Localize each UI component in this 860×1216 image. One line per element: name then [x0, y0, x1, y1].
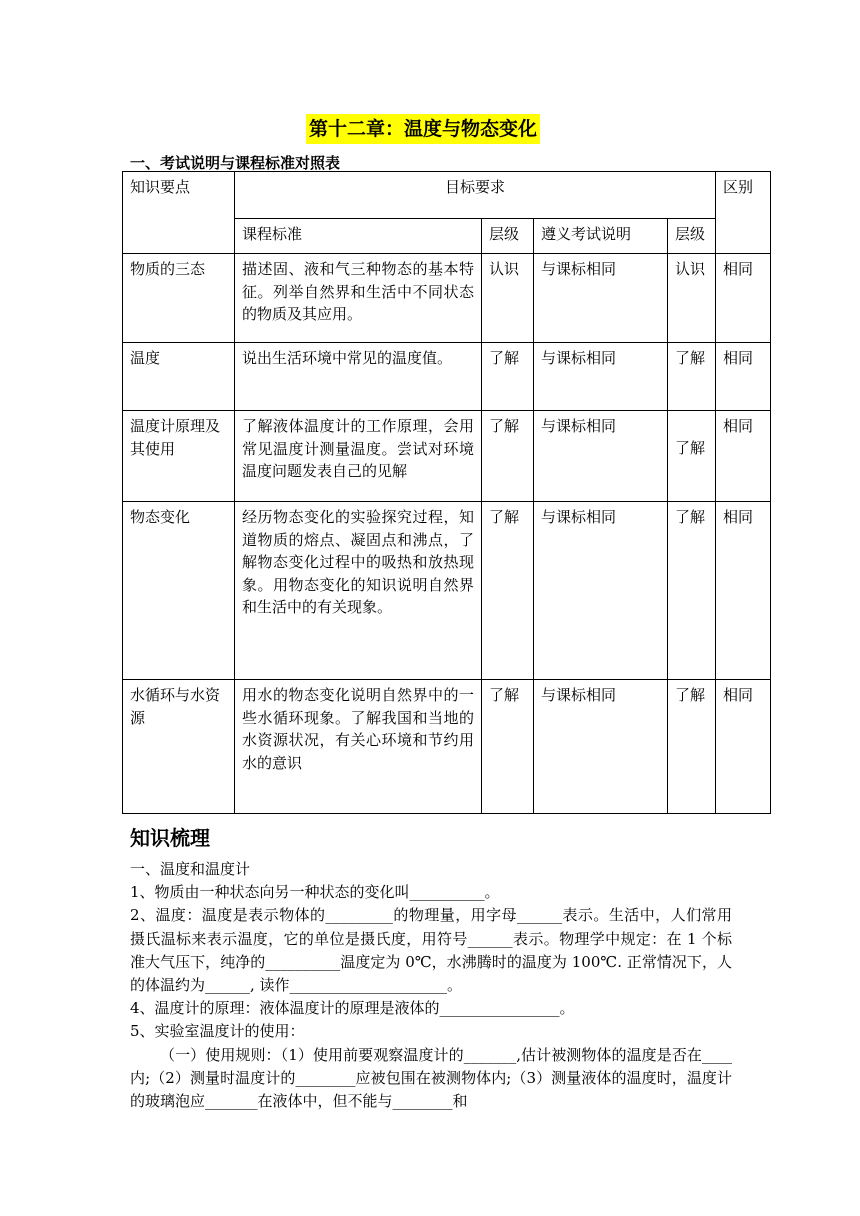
row-level: 了解 — [482, 502, 534, 680]
paragraph: 2、温度：温度是表示物体的_________的物理量，用字母______表示。生活中，人们常用摄氏温标来表示温度，它的单位是摄氏度，用符号______表示。物理学中规定：在 1 个标准大气压下，纯净的__________温度定为 0℃，水沸腾时的温度为 100℃. 正常情况下，人的体温约为______, 读作_____________________。 — [130, 906, 732, 995]
header-target: 目标要求 — [235, 172, 716, 219]
row-exam: 与课标相同 — [534, 502, 668, 680]
row-level2: 了解 — [668, 343, 716, 411]
row-exam: 与课标相同 — [534, 680, 668, 814]
table-row — [123, 502, 771, 680]
header-level2: 层级 — [668, 219, 716, 254]
paragraph: 4、温度计的原理：液体温度计的原理是液体的________________。 — [130, 999, 575, 1018]
section-heading: 一、考试说明与课程标准对照表 — [130, 154, 341, 172]
row-topic: 物态变化 — [123, 502, 235, 680]
row-topic: 水循环与水资源 — [123, 680, 235, 814]
table-row — [123, 680, 771, 814]
comparison-table — [122, 171, 771, 814]
row-standard: 描述固、液和气三种物态的基本特征。列举自然界和生活中不同状态的物质及其应用。 — [235, 254, 482, 343]
row-standard: 用水的物态变化说明自然界中的一些水循环现象。了解我国和当地的水资源状况，有关心环境和节约用水的意识 — [235, 680, 482, 814]
subsection-heading: 一、温度和温度计 — [130, 860, 251, 878]
header-knowledge: 知识要点 — [123, 172, 235, 254]
row-standard: 经历物态变化的实验探究过程，知道物质的熔点、凝固点和沸点，了解物态变化过程中的吸热和放热现象。用物态变化的知识说明自然界和生活中的有关现象。 — [235, 502, 482, 680]
row-diff: 相同 — [716, 502, 771, 680]
row-standard: 说出生活环境中常见的温度值。 — [235, 343, 482, 411]
row-exam: 与课标相同 — [534, 254, 668, 343]
row-topic: 温度计原理及其使用 — [123, 411, 235, 502]
page-title: 第十二章：温度与物态变化 — [306, 114, 540, 144]
knowledge-body — [130, 858, 732, 1113]
row-topic: 物质的三态 — [123, 254, 235, 343]
row-level: 了解 — [482, 680, 534, 814]
header-level: 层级 — [482, 219, 534, 254]
table-row — [123, 411, 771, 502]
row-level2: 了解 — [668, 411, 716, 502]
row-diff: 相同 — [716, 254, 771, 343]
row-level2: 了解 — [668, 502, 716, 680]
paragraph: 5、实验室温度计的使用： — [130, 1022, 305, 1041]
knowledge-heading: 知识梳理 — [130, 826, 210, 850]
row-level: 了解 — [482, 343, 534, 411]
row-level: 认识 — [482, 254, 534, 343]
table-row — [123, 343, 771, 411]
header-difference: 区别 — [716, 172, 771, 254]
row-standard: 了解液体温度计的工作原理，会用常见温度计测量温度。尝试对环境温度问题发表自己的见解 — [235, 411, 482, 502]
row-level2: 了解 — [668, 680, 716, 814]
header-exam: 遵义考试说明 — [534, 219, 668, 254]
row-exam: 与课标相同 — [534, 343, 668, 411]
row-level: 了解 — [482, 411, 534, 502]
paragraph: 1、物质由一种状态向另一种状态的变化叫__________。 — [130, 883, 500, 902]
row-diff: 相同 — [716, 343, 771, 411]
row-exam: 与课标相同 — [534, 411, 668, 502]
row-diff: 相同 — [716, 680, 771, 814]
row-level2: 认识 — [668, 254, 716, 343]
table-row — [123, 254, 771, 343]
row-diff: 相同 — [716, 411, 771, 502]
paragraph: （一）使用规则：（1）使用前要观察温度计的_______,估计被测物体的温度是否在____内;（2）测量时温度计的________应被包围在被测物体内;（3）测量液体的温度时，温度计的玻璃泡应_______在液体中，但不能与________和 — [130, 1045, 732, 1111]
row-topic: 温度 — [123, 343, 235, 411]
header-standard: 课程标准 — [235, 219, 482, 254]
